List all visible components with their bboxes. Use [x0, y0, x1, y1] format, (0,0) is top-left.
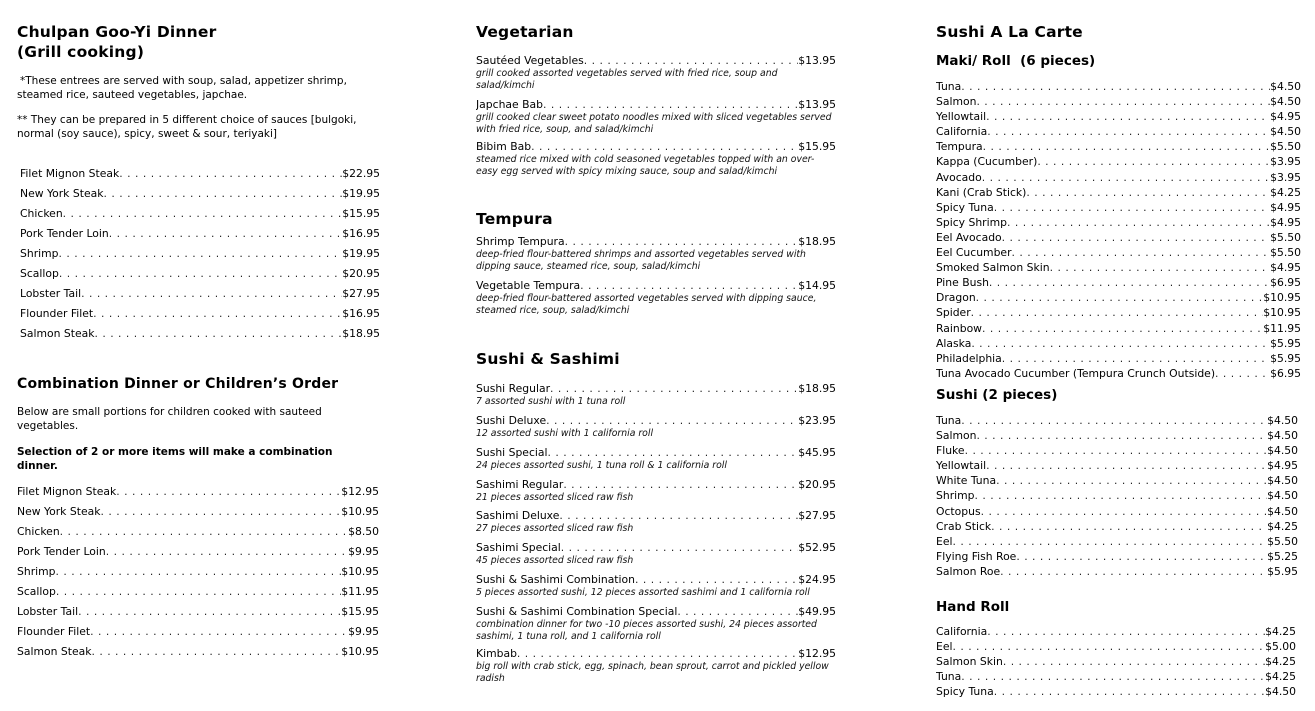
list-item [936, 640, 1296, 655]
list-item [936, 246, 1301, 261]
item-name: Salmon Roe [936, 564, 1001, 578]
item-name: Sushi & Sashimi Combination Special [476, 605, 678, 618]
list-item [936, 171, 1301, 186]
item-price: $4.95 [1270, 200, 1301, 214]
list-item [476, 235, 836, 279]
vegetarian-item-list [476, 54, 836, 177]
item-description: combination dinner for two -10 pieces assorted sushi, 24 pieces assorted sashimi, 1 tuna roll, and 1 california roll [476, 619, 817, 642]
item-name: Filet Mignon Steak [17, 485, 117, 498]
item-name: Fluke [936, 444, 965, 458]
item-price: $4.50 [1270, 125, 1301, 139]
item-price: $4.25 [1267, 519, 1298, 533]
list-item [936, 231, 1301, 246]
item-price: $4.50 [1267, 414, 1298, 427]
list-item [17, 605, 379, 625]
item-description: 12 assorted sushi with 1 california roll [476, 428, 654, 439]
item-price: $24.95 [798, 573, 836, 586]
item-description: grill cooked assorted vegetables served with fried rice, soup and salad/kimchi [476, 68, 778, 91]
item-name: Spicy Tuna [936, 200, 994, 214]
list-item [476, 478, 836, 509]
item-price: $12.95 [341, 485, 379, 498]
list-item [936, 550, 1298, 565]
list-item [936, 625, 1296, 640]
list-item [936, 474, 1298, 489]
item-price: $4.50 [1267, 504, 1298, 518]
item-name: Chicken [20, 207, 63, 220]
item-price: $11.95 [341, 585, 379, 598]
item-name: Eel [936, 640, 953, 654]
item-price: $19.95 [342, 187, 380, 200]
list-item [476, 140, 836, 177]
item-price: $5.50 [1267, 534, 1298, 548]
item-description: deep-fried flour-battered assorted vegetables served with dipping sauce, steamed rice, soup, salad/kimchi [476, 293, 817, 316]
item-price: $5.95 [1270, 336, 1301, 350]
item-name: Bibim Bab [476, 140, 532, 153]
item-name: California [936, 625, 988, 638]
list-item [936, 444, 1298, 459]
item-price: $16.95 [342, 307, 380, 320]
list-item [936, 186, 1301, 201]
list-item [20, 267, 380, 287]
grill-title-line2: (Grill cooking) [17, 43, 145, 61]
item-name: Eel [936, 534, 953, 548]
item-name: Scallop [20, 267, 59, 280]
item-description: 21 pieces assorted sliced raw fish [476, 492, 634, 503]
list-item [476, 382, 836, 414]
item-price: $20.95 [342, 267, 380, 280]
item-name: Flounder Filet [17, 625, 91, 638]
item-price: $4.95 [1270, 215, 1301, 229]
item-name: Lobster Tail [17, 605, 79, 618]
list-item [17, 645, 379, 665]
sushi-2-pieces-item-list [936, 414, 1298, 580]
item-price: $5.25 [1267, 549, 1298, 563]
list-item [936, 306, 1301, 321]
sushi-sashimi-item-list [476, 382, 836, 684]
item-price: $13.95 [798, 98, 836, 111]
item-description: deep-fried flour-battered shrimps and assorted vegetables served with dipping sauce, steamed rice, soup, salad/kimchi [476, 249, 806, 272]
item-price: $10.95 [341, 565, 379, 578]
list-item [17, 625, 379, 645]
item-price: $10.95 [341, 645, 379, 658]
item-price: $6.95 [1270, 366, 1301, 380]
list-item [17, 585, 379, 605]
item-price: $5.50 [1270, 246, 1301, 260]
item-price: $5.95 [1267, 564, 1298, 578]
item-price: $4.25 [1270, 185, 1301, 199]
item-name: Japchae Bab [476, 98, 544, 111]
item-price: $27.95 [342, 287, 380, 300]
item-name: Eel Cucumber [936, 246, 1012, 260]
list-item [20, 207, 380, 227]
item-price: $4.95 [1270, 110, 1301, 124]
item-description: 5 pieces assorted sushi, 12 pieces assorted sashimi and 1 california roll [476, 587, 810, 598]
list-item [936, 655, 1296, 670]
list-item [20, 287, 380, 307]
item-name: Sushi & Sashimi Combination [476, 573, 635, 586]
item-name: Sautéed Vegetables [476, 54, 584, 67]
item-name: Shrimp Tempura [476, 235, 565, 248]
item-name: Pine Bush [936, 276, 989, 290]
combo-note-selection: Selection of 2 or more items will make a combination dinner. [17, 446, 333, 472]
grill-note-served-with: *These entrees are served with soup, salad, appetizer shrimp, steamed rice, sauteed vegetables, japchae. [17, 75, 347, 101]
item-price: $52.95 [798, 541, 836, 554]
hand-roll-subtitle: Hand Roll [936, 599, 1010, 615]
item-name: Sashimi Regular [476, 478, 564, 491]
item-description: 45 pieces assorted sliced raw fish [476, 555, 634, 566]
list-item [936, 352, 1301, 367]
item-price: $9.95 [348, 625, 379, 638]
item-price: $12.95 [798, 647, 836, 660]
list-item [20, 247, 380, 267]
item-price: $10.95 [1263, 306, 1301, 320]
item-price: $4.50 [1265, 685, 1296, 699]
item-price: $4.50 [1270, 95, 1301, 109]
item-name: Vegetable Tempura [476, 279, 581, 292]
list-item [936, 670, 1296, 685]
list-item [936, 367, 1301, 382]
item-price: $49.95 [798, 605, 836, 618]
item-price: $27.95 [798, 509, 836, 522]
item-name: Salmon [936, 429, 977, 443]
list-item [476, 573, 836, 605]
item-price: $4.95 [1267, 459, 1298, 473]
item-name: White Tuna [936, 474, 997, 488]
list-item [936, 337, 1301, 352]
item-name: Sushi Special [476, 446, 548, 459]
item-name: Shrimp [17, 565, 56, 578]
item-name: California [936, 125, 988, 139]
item-price: $8.50 [348, 525, 379, 538]
item-name: Filet Mignon Steak [20, 167, 120, 180]
list-item [20, 327, 380, 347]
item-name: Salmon Steak [20, 327, 95, 340]
list-item [936, 140, 1301, 155]
item-price: $4.25 [1265, 655, 1296, 669]
item-name: Yellowtail [936, 459, 987, 473]
item-price: $3.95 [1270, 170, 1301, 184]
item-description: 7 assorted sushi with 1 tuna roll [476, 396, 626, 407]
item-name: Alaska [936, 336, 972, 350]
item-name: Spider [936, 306, 971, 320]
item-price: $23.95 [798, 414, 836, 427]
item-price: $4.50 [1267, 489, 1298, 503]
list-item [936, 520, 1298, 535]
item-name: Sushi Regular [476, 382, 551, 395]
item-price: $4.50 [1267, 444, 1298, 458]
item-description: grill cooked clear sweet potato noodles mixed with sliced vegetables served with fried rice, soup, and salad/kimchi [476, 112, 832, 135]
item-price: $20.95 [798, 478, 836, 491]
list-item [936, 505, 1298, 520]
item-name: Tuna [936, 670, 962, 684]
grill-note-sauces: ** They can be prepared in 5 different choice of sauces [bulgoki, normal (soy sauce), spicy, sweet & sour, teriyaki] [17, 114, 357, 140]
list-item [476, 54, 836, 98]
item-description: steamed rice mixed with cold seasoned vegetables topped with an over-easy egg served with spicy mixing sauce, soup and salad/kimchi [476, 154, 815, 177]
grill-title-line1: Chulpan Goo-Yi Dinner [17, 23, 217, 41]
item-price: $4.50 [1267, 429, 1298, 443]
item-price: $14.95 [798, 279, 836, 292]
item-name: Tuna [936, 414, 962, 427]
list-item [17, 505, 379, 525]
item-name: Lobster Tail [20, 287, 82, 300]
item-price: $16.95 [342, 227, 380, 240]
item-name: Pork Tender Loin [20, 227, 109, 240]
list-item [936, 489, 1298, 504]
tempura-item-list [476, 235, 836, 316]
list-item [936, 565, 1298, 580]
item-price: $13.95 [798, 54, 836, 67]
item-name: New York Steak [17, 505, 101, 518]
item-name: Sashimi Special [476, 541, 561, 554]
item-name: Tuna Avocado Cucumber (Tempura Crunch Outside) [936, 366, 1216, 380]
a-la-carte-section-title: Sushi A La Carte [936, 23, 1083, 41]
item-price: $10.95 [1263, 291, 1301, 305]
item-price: $18.95 [798, 235, 836, 248]
list-item [476, 279, 836, 316]
list-item [476, 541, 836, 573]
item-price: $9.95 [348, 545, 379, 558]
item-name: Flounder Filet [20, 307, 94, 320]
item-price: $19.95 [342, 247, 380, 260]
item-name: Kappa (Cucumber) [936, 155, 1038, 169]
list-item [936, 276, 1301, 291]
item-name: Shrimp [936, 489, 975, 503]
sushi-2-pieces-subtitle: Sushi (2 pieces) [936, 387, 1058, 403]
item-name: Salmon [936, 95, 977, 109]
item-price: $10.95 [341, 505, 379, 518]
item-name: Salmon Steak [17, 645, 92, 658]
item-name: Spicy Shrimp [936, 215, 1007, 229]
list-item [936, 155, 1301, 170]
item-price: $22.95 [342, 167, 380, 180]
maki-roll-subtitle: Maki/ Roll (6 pieces) [936, 53, 1096, 69]
list-item [17, 545, 379, 565]
item-price: $5.00 [1265, 640, 1296, 654]
list-item [936, 429, 1298, 444]
item-name: Spicy Tuna [936, 685, 994, 699]
list-item [476, 446, 836, 478]
list-item [20, 167, 380, 187]
list-item [476, 605, 836, 647]
item-name: Kani (Crab Stick) [936, 185, 1027, 199]
list-item [17, 525, 379, 545]
list-item [936, 125, 1301, 140]
item-name: Salmon Skin [936, 655, 1003, 669]
item-description: big roll with crab stick, egg, spinach, bean sprout, carrot and pickled yellow radish [476, 661, 829, 684]
list-item [476, 98, 836, 140]
grill-item-list [20, 167, 380, 347]
list-item [936, 322, 1301, 337]
item-price: $4.50 [1267, 474, 1298, 488]
list-item [20, 227, 380, 247]
list-item [936, 535, 1298, 550]
item-price: $5.95 [1270, 351, 1301, 365]
vegetarian-section-title: Vegetarian [476, 23, 574, 41]
item-price: $18.95 [798, 382, 836, 395]
list-item [936, 685, 1296, 700]
item-name: Tempura [936, 140, 983, 154]
hand-roll-item-list [936, 625, 1296, 700]
item-name: Tuna [936, 80, 962, 93]
list-item [936, 414, 1298, 429]
item-price: $18.95 [342, 327, 380, 340]
item-name: Crab Stick [936, 519, 992, 533]
item-price: $4.95 [1270, 261, 1301, 275]
item-description: 24 pieces assorted sushi, 1 tuna roll & 1 california roll [476, 460, 727, 471]
item-price: $5.50 [1270, 230, 1301, 244]
item-price: $4.50 [1270, 80, 1301, 93]
list-item [936, 110, 1301, 125]
combo-note-portions: Below are small portions for children cooked with sauteed vegetables. [17, 406, 322, 432]
item-name: Eel Avocado [936, 230, 1002, 244]
list-item [20, 187, 380, 207]
list-item [936, 216, 1301, 231]
item-name: Sashimi Deluxe [476, 509, 560, 522]
maki-roll-item-list [936, 80, 1301, 382]
item-price: $3.95 [1270, 155, 1301, 169]
list-item [17, 565, 379, 585]
list-item [936, 201, 1301, 216]
list-item [936, 95, 1301, 110]
item-name: Yellowtail [936, 110, 987, 124]
item-price: $15.95 [798, 140, 836, 153]
list-item [476, 647, 836, 684]
list-item [936, 261, 1301, 276]
item-name: New York Steak [20, 187, 104, 200]
item-price: $4.25 [1265, 670, 1296, 684]
combo-section-title: Combination Dinner or Children’s Order [17, 376, 339, 392]
item-name: Avocado [936, 170, 982, 184]
grill-section-title [17, 22, 216, 62]
item-price: $15.95 [341, 605, 379, 618]
item-name: Dragon [936, 291, 976, 305]
item-name: Sushi Deluxe [476, 414, 547, 427]
item-name: Pork Tender Loin [17, 545, 106, 558]
item-price: $15.95 [342, 207, 380, 220]
item-price: $45.95 [798, 446, 836, 459]
item-name: Octopus [936, 504, 981, 518]
item-name: Smoked Salmon Skin [936, 261, 1050, 275]
item-price: $4.25 [1265, 625, 1296, 638]
list-item [476, 509, 836, 541]
list-item [936, 80, 1301, 95]
item-name: Chicken [17, 525, 60, 538]
item-name: Philadelphia [936, 351, 1002, 365]
list-item [936, 459, 1298, 474]
item-description: 27 pieces assorted sliced raw fish [476, 523, 634, 534]
list-item [20, 307, 380, 327]
item-name: Shrimp [20, 247, 59, 260]
item-name: Flying Fish Roe [936, 549, 1017, 563]
item-price: $11.95 [1263, 321, 1301, 335]
tempura-section-title: Tempura [476, 210, 553, 228]
item-price: $5.50 [1270, 140, 1301, 154]
list-item [17, 485, 379, 505]
sushi-sashimi-section-title: Sushi & Sashimi [476, 350, 620, 368]
item-price: $6.95 [1270, 276, 1301, 290]
list-item [936, 291, 1301, 306]
combo-item-list [17, 485, 379, 665]
list-item [476, 414, 836, 446]
item-name: Rainbow [936, 321, 983, 335]
item-name: Kimbab [476, 647, 517, 660]
item-name: Scallop [17, 585, 56, 598]
